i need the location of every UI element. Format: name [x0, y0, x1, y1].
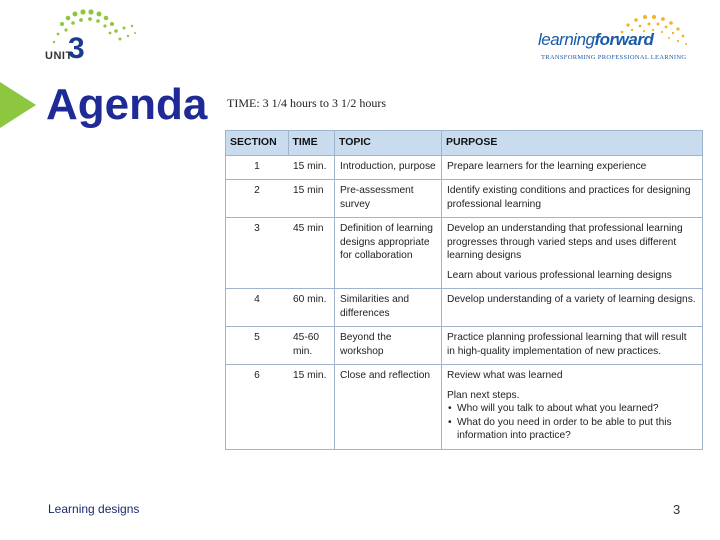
purpose-text: Prepare learners for the learning experience — [447, 160, 647, 172]
topic-cell: Introduction, purpose — [335, 155, 442, 180]
section-cell: 2 — [226, 180, 289, 218]
time-cell: 45-60 min. — [288, 327, 335, 365]
table-header-row — [226, 131, 703, 156]
unit-number: 3 — [68, 32, 85, 65]
section-cell: 6 — [226, 365, 289, 450]
purpose-cell — [442, 327, 703, 365]
page-title: Agenda — [46, 80, 208, 129]
page-number: 3 — [673, 502, 681, 517]
time-cell: 60 min. — [288, 289, 335, 327]
purpose-text: Develop understanding of a variety of learning designs. — [447, 294, 696, 305]
purpose-text: Plan next steps. — [447, 389, 520, 401]
table-row — [226, 365, 703, 450]
purpose-cell — [442, 180, 703, 218]
header-section: SECTION — [226, 131, 289, 156]
time-cell: 15 min — [288, 180, 335, 218]
table-row — [226, 155, 703, 180]
brand-name-part1: learning — [538, 30, 595, 49]
table-row — [226, 180, 703, 218]
topic-cell: Beyond the workshop — [335, 327, 442, 365]
purpose-cell — [442, 289, 703, 327]
brand-logo — [538, 30, 653, 50]
table-row — [226, 289, 703, 327]
topic-cell: Pre-assessment survey — [335, 180, 442, 218]
purpose-bullet: • Who will you talk to about what you learned? — [457, 402, 697, 416]
time-cell: 15 min. — [288, 365, 335, 450]
time-line: TIME: 3 1/4 hours to 3 1/2 hours — [227, 96, 386, 110]
purpose-cell — [442, 155, 703, 180]
table-row — [226, 327, 703, 365]
time-cell: 45 min — [288, 218, 335, 289]
purpose-cell — [442, 365, 703, 450]
purpose-cell — [442, 218, 703, 289]
section-cell: 4 — [226, 289, 289, 327]
agenda-table — [225, 130, 703, 450]
header-time: TIME — [288, 131, 335, 156]
header-purpose: PURPOSE — [442, 131, 703, 156]
topic-cell: Definition of learning designs appropriate for collaboration — [335, 218, 442, 289]
purpose-text: Review what was learned — [447, 370, 563, 381]
purpose-bullet: • What do you need in order to be able to put this information into practice? — [457, 416, 697, 443]
topic-cell: Similarities and differences — [335, 289, 442, 327]
topic-cell: Close and reflection — [335, 365, 442, 450]
brand-name-part2: forward — [594, 30, 654, 49]
brand-tagline: TRANSFORMING PROFESSIONAL LEARNING — [541, 54, 687, 61]
table-row — [226, 218, 703, 289]
agenda-body — [226, 155, 703, 449]
purpose-text: Learn about various professional learning designs — [447, 269, 672, 281]
purpose-text: Identify existing conditions and practices for designing professional learning — [447, 185, 691, 210]
section-cell: 3 — [226, 218, 289, 289]
purpose-text: Develop an understanding that professional learning progresses through varied steps and uses different learning designs — [447, 223, 683, 261]
section-cell: 1 — [226, 155, 289, 180]
title-arrow-icon — [0, 82, 36, 128]
section-cell: 5 — [226, 327, 289, 365]
header-topic: TOPIC — [335, 131, 442, 156]
footer-title: Learning designs — [48, 502, 140, 516]
purpose-bullets — [447, 402, 697, 443]
purpose-text: Practice planning professional learning that will result in high-quality implementation of new practices. — [447, 332, 687, 357]
time-cell: 15 min. — [288, 155, 335, 180]
unit-logo-dots — [40, 6, 150, 74]
unit-label: UNIT — [45, 50, 73, 62]
